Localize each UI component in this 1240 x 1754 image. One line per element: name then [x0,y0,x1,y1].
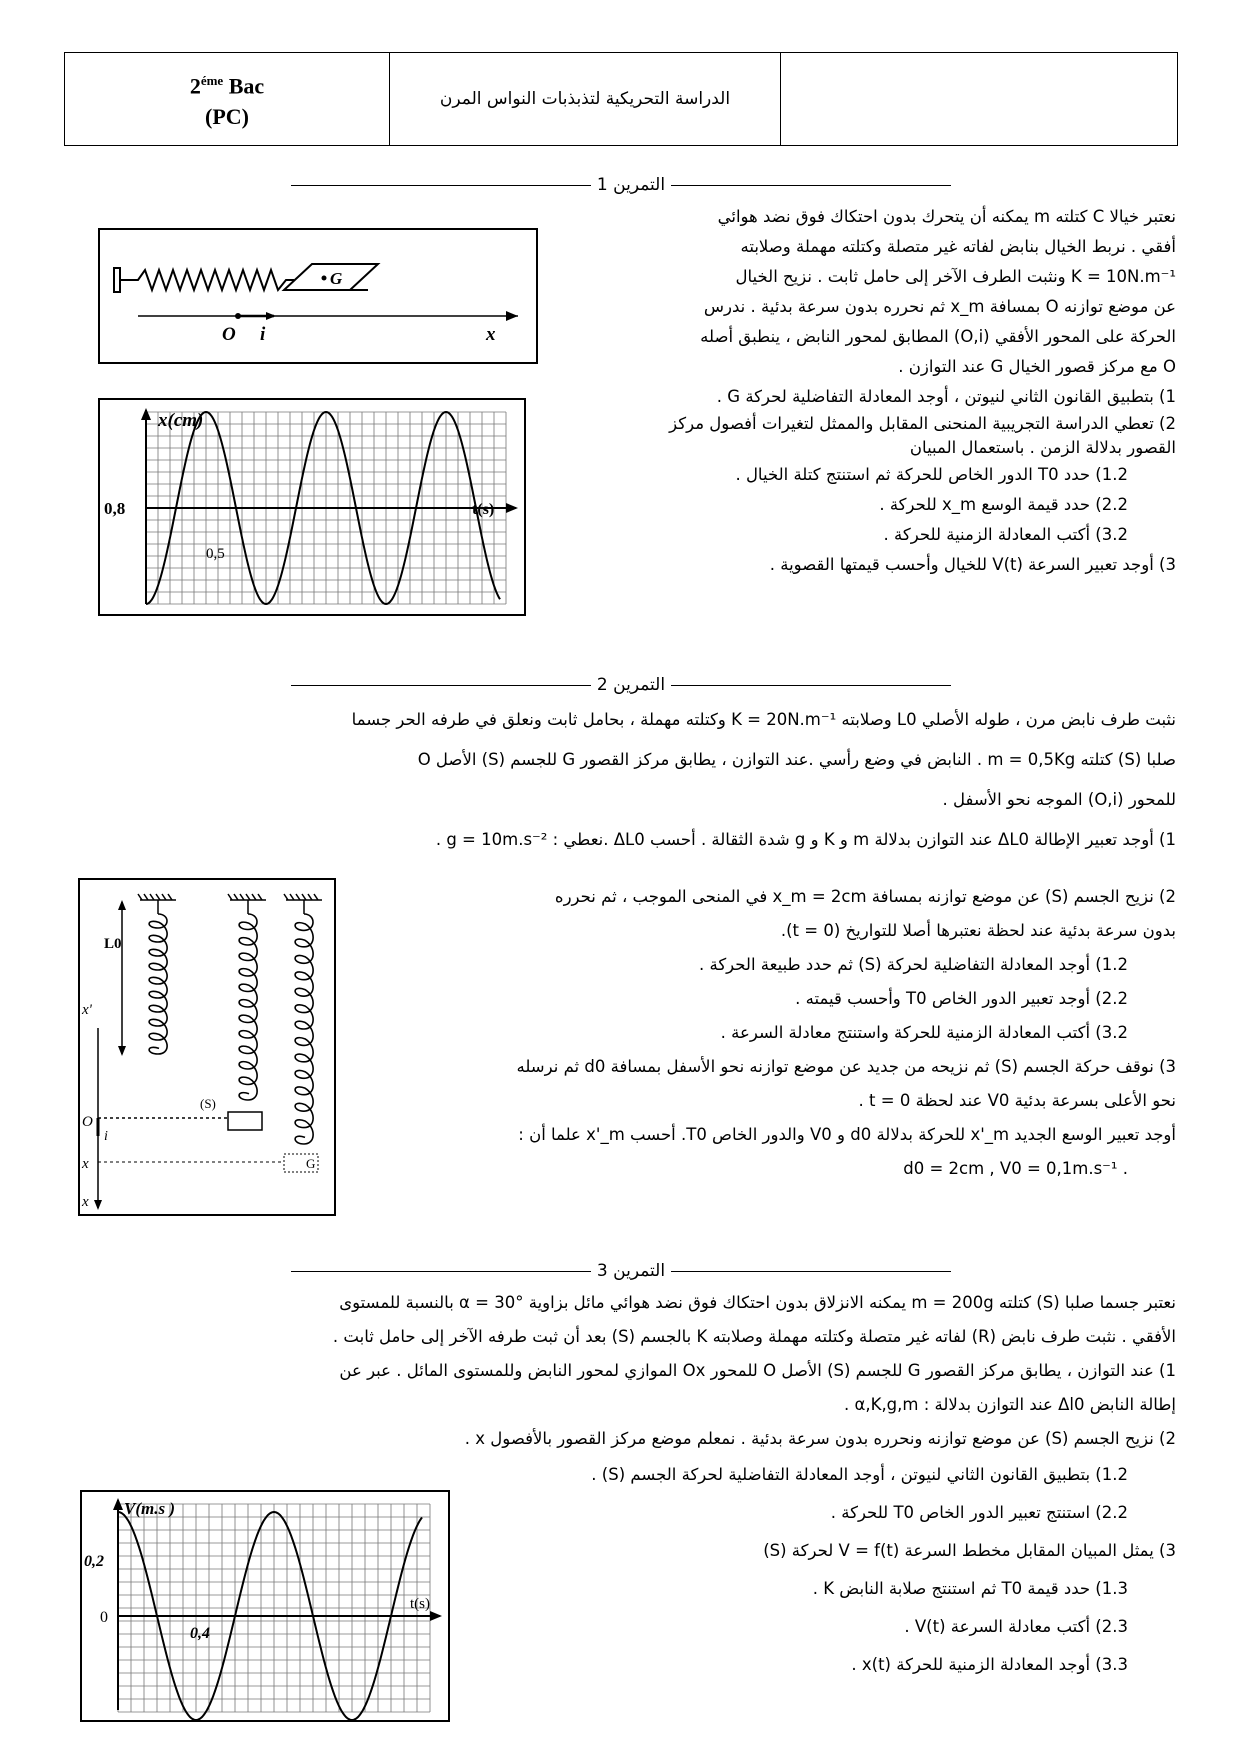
ex2-supports [138,894,322,914]
ex3-q1-b: إطالة النابض Δl0 عند التوازن بدلالة : α,K,g,m . [844,1395,1176,1414]
ex1-G-point [322,276,327,281]
ex2-title [186,672,1056,698]
ex1-title-line-right [671,184,951,186]
ex2-q3-b: نحو الأعلى بسرعة بدئية V0 عند لحظة t = 0 . [858,1091,1176,1110]
ex2-label-S: (S) [200,1096,216,1111]
ex2-q2-2: 2.2) أوجد تعبير الدور الخاص T0 وأحسب قيمته . [795,989,1128,1008]
ex1-label-G: G [330,269,343,288]
ex1-q2-3: 3.2) أكتب المعادلة الزمنية للحركة . [883,525,1128,544]
ex3-graph-t-arrow [430,1611,442,1621]
ex1-intro-2-text: أفقي . نربط الخيال بنابض لفاته غير متصلة وكتلته مهملة وصلابته [740,237,1176,256]
ex2-body-S [228,1112,262,1130]
class-sup: éme [200,73,224,89]
ex1-intro-6 [556,352,1176,382]
ex1-q2-b: القصور بدلالة الزمن . باستعمال المبيان [909,438,1176,457]
ex1-intro-5-text: الحركة على المحور الأفقي (O,i) المطابق لمحور النابض ، ينطبق أصله [700,327,1176,346]
ex2-label-xprime: x' [82,1002,92,1018]
ex2-intro-2: صلبا (S) كتلته m = 0,5Kg . النابض في وضع رأسي .عند التوازن ، يطابق مركز القصور G للجسم (S) الأصل O [417,750,1176,769]
ex2-q2-a: 2) نزيح الجسم (S) عن موضع توازنه بمسافة x_m = 2cm في المنحى الموجب ، ثم نحرره [554,887,1176,906]
ex3-grid [118,1504,430,1712]
ex2-q2-1: 1.2) أوجد المعادلة التفاضلية لحركة (S) ثم حدد طبيعة الحركة . [698,955,1128,974]
ex1-title-line-left [291,184,591,186]
ex2-q3-a: 3) نوقف حركة الجسم (S) ثم نزيحه من جديد عن موضع توازنه نحو الأسفل بمسافة d0 ثم نرسله [516,1057,1176,1076]
ex1-graph-xtick: 0,5 [206,546,225,562]
ex2-spring-free [149,914,167,1054]
ex1-intro-6-text: O مع مركز قصور الخيال G عند التوازن . [898,357,1176,376]
ex3-title-line-left [291,1270,591,1272]
class-number: 2 [189,73,201,99]
ex3-q3-2: 2.3) أكتب معادلة السرعة V(t) . [904,1617,1128,1636]
ex2-label-G: G [306,1156,316,1171]
ex2-figure [78,878,336,1218]
ex3-q2: 2) نزيح الجسم (S) عن موضع توازنه ونحرره بدون سرعة بدئية . نمعلم موضع مركز القصور بالأفصول x . [464,1429,1176,1448]
ex2-label-L0: L0 [104,936,122,952]
ex1-label-i: i [260,324,266,345]
ex1-figure-frame [99,229,537,363]
ex1-q2-1: 1.2) حدد T0 الدور الخاص للحركة ثم استنتج كتلة الخيال . [735,465,1128,484]
ex3-q3: 3) يمثل المبيان المقابل مخطط السرعة V = f(t) لحركة (S) [763,1541,1176,1560]
ex2-label-x-axis: x [82,1194,89,1210]
ex3-title-text: التمرين 3 [596,1261,666,1281]
ex1-q2-a: 2) تعطي الدراسة التجريبية المنحنى المقابل والممثل لتغيرات أفصول مركز [669,414,1176,433]
ex3-title [186,1258,1056,1284]
ex2-q2-3: 3.2) أكتب المعادلة الزمنية للحركة واستنتج معادلة السرعة . [720,1023,1128,1042]
ex3-intro-2: الأفقي . نثبت طرف نابض (R) لفاته غير متصلة وكتلته مهملة وصلابته K بالجسم (S) بعد أن ثبت طرفه الآخر إلى حامل ثابت . [332,1327,1176,1346]
ex2-spring-stretched [295,914,313,1144]
ex1-q1: 1) بتطبيق القانون الثاني لنيوتن ، أوجد المعادلة التفاضلية لحركة G . [716,387,1176,406]
ex1-label-O: O [222,324,236,345]
ex2-q2-b: بدون سرعة بدئية عند لحظة نعتبرها أصلا للتواريخ (t = 0). [780,921,1176,940]
ex2-title-line-left [291,684,591,686]
ex1-graph-xlabel: t(s) [472,501,495,518]
ex3-q3-3: 3.3) أوجد المعادلة الزمنية للحركة x(t) . [851,1655,1128,1674]
ex2-q3-c: أوجد تعبير الوسع الجديد x'_m للحركة بدلالة d0 و V0 والدور الخاص T0. أحسب x'_m علما أن : [518,1125,1176,1144]
ex1-intro-1 [556,202,1176,232]
header-title-cell [389,53,780,145]
ex1-intro-4-text: عن موضع توازنه O بمسافة x_m ثم نحرره بدون سرعة بدئية . ندرس [703,297,1176,316]
ex3-title-line-right [671,1270,951,1272]
ex1-unit-vector-arrow [266,312,276,320]
ex1-spring [120,270,294,290]
ex2-q3-d: . d0 = 2cm , V0 = 0,1m.s⁻¹ [903,1159,1128,1178]
ex3-graph [80,1490,450,1722]
ex2-title-text: التمرين 2 [596,675,666,695]
ex1-spring-figure [98,228,538,366]
ex1-title [186,172,1056,198]
class-suffix: Bac [228,73,265,99]
ex2-L0-arrow-top [118,900,126,910]
ex3-q2-1: 1.2) بتطبيق القانون الثاني لنيوتن ، أوجد المعادلة التفاضلية لحركة الجسم (S) . [591,1465,1128,1484]
header-table [64,52,1178,146]
ex1-graph-t-arrow [506,503,518,513]
ex1-text [556,202,1176,580]
class-line1 [190,66,264,101]
ex2-L0-arrow-bottom [118,1046,126,1056]
ex3-q3-1: 1.3) حدد قيمة T0 ثم استنتج صلابة النابض K . [812,1579,1128,1598]
ex3-q1-a: 1) عند التوازن ، يطابق مركز القصور G للجسم (S) الأصل O للمحور Ox الموازي لمحور النابض وللمستوى المائل . عبر عن [339,1361,1176,1380]
ex2-title-line-right [671,684,951,686]
ex1-q2-2: 2.2) حدد قيمة الوسع x_m للحركة . [879,495,1128,514]
ex1-intro-3 [556,262,1176,292]
ex1-wall [114,268,120,292]
ex3-text [440,1456,1176,1684]
ex3-intro [64,1286,1176,1456]
ex3-graph-yzero: 0 [100,1609,108,1626]
ex2-label-x: x [82,1156,89,1172]
ex2-q1: 1) أوجد تعبير الإطالة ΔL0 عند التوازن بدلالة m و K و g شدة الثقالة . أحسب ΔL0 .نعطي : g = 10m.s⁻² . [435,830,1176,849]
ex1-intro-5 [556,322,1176,352]
ex1-intro-1-text: نعتبر خيالا C كتلته m يمكنه أن يتحرك بدون احتكاك فوق نضد هوائي [717,207,1176,226]
ex2-text [360,880,1176,1186]
ex2-label-O: O [82,1114,93,1130]
ex1-intro-3-text: K = 10N.m⁻¹ ونثبت الطرف الآخر إلى حامل ثابت . نزيح الخيال [735,267,1176,286]
ex1-graph-ylabel: x(cm) [158,410,204,431]
ex1-intro-4 [556,292,1176,322]
ex2-label-i: i [104,1129,108,1144]
ex3-graph-xtick: 0,4 [190,1625,210,1642]
ex1-graph-ytick: 0,8 [104,499,126,518]
class-cell [65,53,389,145]
ex3-intro-1: نعتبر جسما صلبا (S) كتلته m = 200g يمكنه الانزلاق بدون احتكاك فوق نضد هوائي مائل بزاوية α = 30° بالنسبة للمستوى [339,1293,1176,1312]
ex2-intro-3: للمحور (O,i) الموجه نحو الأسفل . [942,790,1176,809]
ex1-title-text: التمرين 1 [596,175,666,195]
ex3-graph-ylabel: V(m.s ) [124,1499,175,1518]
header-empty-cell [780,53,1177,145]
ex2-intro-1: نثبت طرف نابض مرن ، طوله الأصلي L0 وصلابته K = 20N.m⁻¹ وكتلته مهملة ، بحامل ثابت ونعلق في طرفه الحر جسما [351,710,1176,729]
ex3-graph-xlabel: t(s) [410,1596,430,1612]
ex1-intro-2 [556,232,1176,262]
class-line2: (PC) [205,103,249,129]
ex3-graph-ytick: 0,2 [84,1553,104,1570]
ex2-spring-equilibrium [239,914,257,1100]
page-title: الدراسة التحريكية لتذبذبات النواس المرن [439,89,731,109]
ex1-graph [98,398,526,616]
ex2-x-axis-arrow [94,1200,102,1210]
ex1-x-axis-arrow [506,311,518,321]
ex3-q2-2: 2.2) استنتج تعبير الدور الخاص T0 للحركة . [830,1503,1128,1522]
ex2-intro [64,700,1176,860]
ex1-q3: 3) أوجد تعبير السرعة V(t) للخيال وأحسب قيمتها القصوية . [769,555,1176,574]
ex1-label-x: x [486,324,496,345]
ex1-graph-y-arrow [141,408,151,420]
